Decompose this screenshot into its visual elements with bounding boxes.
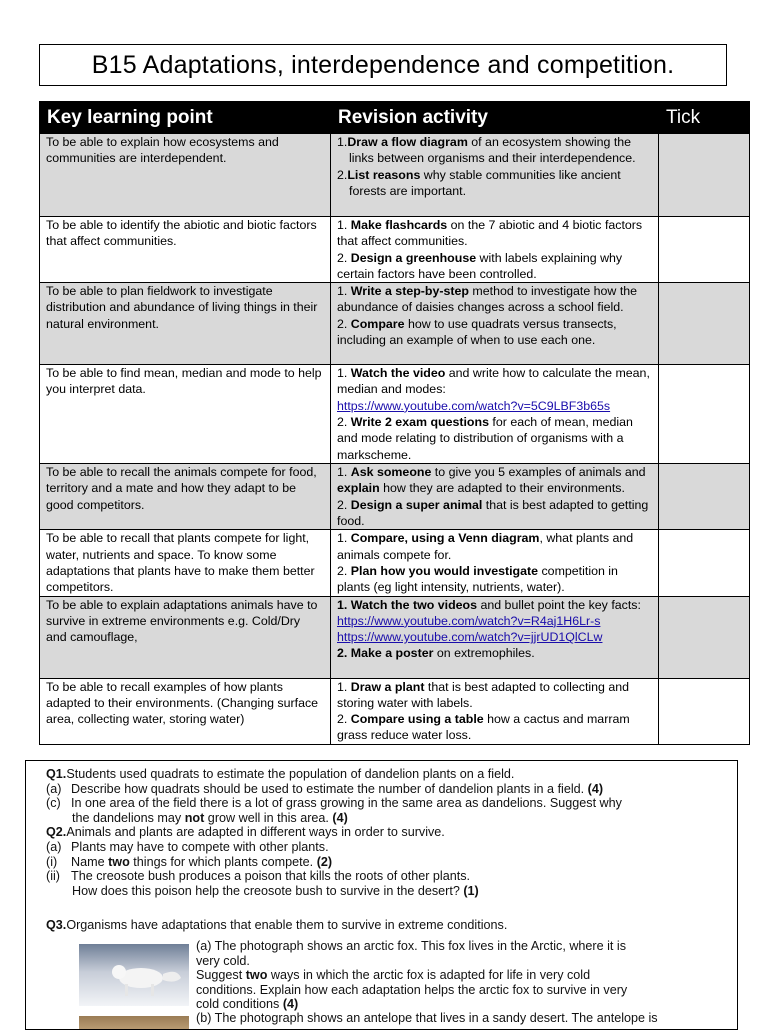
- bold-text: Make flashcards: [350, 218, 448, 232]
- bold-text: Ask someone: [350, 465, 432, 480]
- text-run: 1.: [337, 679, 351, 694]
- arctic-fox-photo: [79, 944, 189, 1006]
- bold-text: Write a step-by-step: [350, 284, 469, 299]
- text-run: to give you 5 examples of animals and: [431, 465, 646, 480]
- revision-activity-cell: [331, 464, 659, 530]
- activity-line: [337, 134, 652, 167]
- activity-line: [337, 414, 652, 463]
- q2-a-text: Plants may have to compete with other plants.: [71, 839, 329, 854]
- tick-cell[interactable]: [659, 217, 750, 283]
- q1-intro: [46, 767, 696, 782]
- video-link[interactable]: https://www.youtube.com/watch?v=5C9LBF3b65s: [337, 398, 611, 413]
- text-run: Describe how quadrats should be used to estimate the number of dandelion plants in a field.: [71, 781, 588, 796]
- key-learning-point-cell: To be able to explain how ecosystems and communities are interdependent.: [40, 134, 331, 217]
- revision-activity-cell: [331, 365, 659, 464]
- text-run: why stable communities like ancient forests are important.: [349, 167, 621, 198]
- text-run: of an ecosystem showing the links between organisms and their interdependence.: [349, 135, 636, 166]
- tick-cell[interactable]: [659, 530, 750, 596]
- header-revision-activity: Revision activity: [331, 102, 659, 134]
- table-row: [40, 217, 750, 283]
- text-run: 2.: [337, 712, 351, 727]
- activity-line: [337, 365, 652, 398]
- q1-c-text: In one area of the field there is a lot of grass growing in the same area as dandelions. Suggest why: [71, 796, 622, 811]
- revision-activity-cell: [331, 134, 659, 217]
- q1-part-a: [46, 782, 696, 797]
- text-run: and bullet point the key facts:: [477, 597, 641, 612]
- q3-a-line1: (a) The photograph shows an arctic fox. This fox lives in the Arctic, where it is: [196, 939, 627, 953]
- text-run: that is best adapted to collecting and storing water with labels.: [337, 679, 630, 710]
- text-run: ways in which the arctic fox is adapted for life in very cold: [267, 968, 591, 983]
- text-run: 1.: [337, 218, 351, 232]
- activity-line: [337, 563, 652, 596]
- tick-cell[interactable]: [659, 464, 750, 530]
- text-run: Name: [71, 854, 109, 869]
- q3-a-line2: very cold.: [196, 953, 250, 968]
- q1-part-c: [46, 796, 696, 811]
- text-run: that is best adapted to getting food.: [337, 497, 649, 529]
- activity-line: [337, 597, 652, 613]
- revision-activity-cell: [331, 530, 659, 596]
- q2-i-text: [71, 855, 332, 869]
- text-run: method to investigate how the abundance of daisies changes across a school field.: [337, 284, 638, 315]
- bold-text: 2. Make a poster: [337, 646, 434, 661]
- antelope-photo: [79, 1016, 189, 1030]
- bold-text: not: [184, 810, 205, 825]
- header-key-learning-point: Key learning point: [40, 102, 331, 134]
- video-link[interactable]: https://www.youtube.com/watch?v=jjrUD1QlCLw: [337, 630, 603, 645]
- bold-text: Plan how you would investigate: [350, 563, 539, 578]
- bold-text: (4): [282, 997, 299, 1012]
- q2-label-a: (a): [46, 839, 62, 854]
- activity-line: [337, 316, 652, 349]
- q3-a-line3: [196, 968, 676, 983]
- q3-part-a: [196, 939, 676, 1012]
- text-run: how to use quadrats versus transects, including an example of when to use each one.: [337, 316, 617, 348]
- text-run: for each of mean, median and mode relating to distribution of organisms with a markscheme.: [337, 415, 633, 462]
- q3-b-line1: (b) The photograph shows an antelope that lives in a sandy desert. The antelope is: [196, 1011, 658, 1025]
- table-header-row: [40, 102, 750, 134]
- revision-table: [39, 101, 750, 745]
- text-run: Organisms have adaptations that enable them to survive in extreme conditions.: [66, 918, 508, 933]
- text-run: 2.: [337, 316, 351, 331]
- q1-label-a: (a): [46, 781, 62, 796]
- bold-text: (4): [587, 781, 604, 796]
- bold-text: Design a greenhouse: [350, 250, 477, 265]
- text-run: how a cactus and marram grass reduce water loss.: [337, 712, 630, 743]
- video-link[interactable]: https://www.youtube.com/watch?v=R4aj1H6Lr-s: [337, 613, 601, 628]
- text-run: How does this poison help the creosote bush to survive in the desert?: [72, 883, 464, 898]
- text-run: Students used quadrats to estimate the population of dandelion plants on a field.: [66, 767, 515, 781]
- q2-ii-text: The creosote bush produces a poison that kills the roots of other plants.: [71, 869, 471, 884]
- activity-line: [337, 250, 652, 283]
- q3-intro: [46, 918, 696, 933]
- text-run: 1.: [337, 531, 351, 546]
- q2-part-a: [46, 840, 696, 855]
- text-run: 2.: [337, 497, 351, 512]
- bold-text: Watch the video: [350, 366, 446, 381]
- revision-activity-cell: [331, 283, 659, 365]
- bold-text: two: [108, 854, 130, 869]
- text-run: 1.: [337, 366, 351, 381]
- q2-label-i: (i): [46, 854, 58, 869]
- q2-part-ii-cont: [46, 884, 696, 899]
- activity-line: [337, 645, 652, 661]
- bold-text: Q2.: [46, 825, 67, 840]
- activity-line: [337, 711, 652, 744]
- key-learning-point-cell: To be able to recall the animals compete for food, territory and a mate and how they adapt to be good competitors.: [40, 464, 331, 530]
- text-run: Suggest: [196, 968, 246, 983]
- q1-label-c: (c): [46, 796, 61, 811]
- revision-activity-cell: [331, 596, 659, 678]
- text-run: on extremophiles.: [433, 646, 535, 661]
- bold-text: Compare: [350, 316, 405, 331]
- tick-cell[interactable]: [659, 678, 750, 744]
- tick-cell[interactable]: [659, 596, 750, 678]
- bold-text: 1. Watch the two videos: [337, 597, 477, 612]
- text-run: how they are adapted to their environments.: [379, 481, 625, 496]
- q1-a-text: [71, 782, 603, 796]
- bold-text: explain: [337, 481, 380, 496]
- q2-part-ii: [46, 869, 696, 884]
- tick-cell[interactable]: [659, 365, 750, 464]
- key-learning-point-cell: To be able to find mean, median and mode to help you interpret data.: [40, 365, 331, 464]
- table-row: [40, 530, 750, 596]
- table-row: [40, 134, 750, 217]
- page-title: B15 Adaptations, interdependence and competition.: [39, 44, 727, 86]
- text-run: and write how to calculate the mean, median and modes:: [337, 366, 650, 397]
- table-row: [40, 365, 750, 464]
- table-row: [40, 596, 750, 678]
- text-run: the dandelions may: [72, 810, 185, 825]
- revision-activity-cell: [331, 217, 659, 283]
- text-run: things for which plants compete.: [129, 854, 317, 869]
- text-run: 1.: [337, 135, 348, 149]
- text-run: with labels explaining why certain factors have been controlled.: [337, 250, 623, 281]
- text-run: 2.: [337, 167, 348, 182]
- text-run: Animals and plants are adapted in different ways in order to survive.: [66, 825, 445, 840]
- header-tick: Tick: [659, 102, 750, 134]
- activity-line: [337, 530, 652, 563]
- exam-questions-panel: [25, 760, 738, 1030]
- text-run: 2.: [337, 250, 351, 265]
- q1-part-c-cont: [46, 811, 696, 826]
- key-learning-point-cell: To be able to recall that plants compete for light, water, nutrients and space. To know some adaptations that plants have to make them better competitors.: [40, 530, 331, 596]
- q2-part-i: [46, 855, 696, 870]
- bold-text: Compare, using a Venn diagram: [350, 531, 540, 546]
- activity-line: [337, 167, 652, 200]
- bold-text: Draw a flow diagram: [347, 135, 468, 149]
- table-row: [40, 464, 750, 530]
- bold-text: (2): [316, 854, 333, 869]
- activity-line: [337, 464, 652, 497]
- text-run: cold conditions: [196, 997, 283, 1012]
- table-row: [40, 678, 750, 744]
- table-row: [40, 283, 750, 365]
- bold-text: Write 2 exam questions: [350, 415, 489, 430]
- bold-text: (4): [332, 810, 348, 825]
- revision-activity-cell: [331, 678, 659, 744]
- bold-text: Q3.: [46, 918, 67, 933]
- bold-text: Draw a plant: [350, 679, 425, 694]
- bold-text: Q1.: [46, 767, 67, 781]
- text-run: 1.: [337, 465, 351, 480]
- tick-cell[interactable]: [659, 283, 750, 365]
- activity-line: [337, 497, 652, 530]
- q3-a-line5: [196, 997, 676, 1012]
- tick-cell[interactable]: [659, 134, 750, 217]
- q2-label-ii: (ii): [46, 869, 60, 884]
- key-learning-point-cell: To be able to plan fieldwork to investigate distribution and abundance of living things in their natural environment.: [40, 283, 331, 365]
- q2-intro: [46, 825, 696, 840]
- text-run: competition in plants (eg light intensity, nutrients, water).: [337, 563, 618, 595]
- bold-text: (1): [463, 883, 479, 898]
- key-learning-point-cell: To be able to recall examples of how plants adapted to their environments. (Changing surface area, collecting water, storing water): [40, 678, 331, 744]
- bold-text: Design a super animal: [350, 497, 483, 512]
- key-learning-point-cell: To be able to identify the abiotic and biotic factors that affect communities.: [40, 217, 331, 283]
- text-run: , what plants and animals compete for.: [337, 531, 634, 562]
- text-run: 1.: [337, 284, 351, 299]
- bold-text: two: [245, 968, 268, 983]
- q3-part-b: [196, 1011, 676, 1026]
- q3-a-line4: conditions. Explain how each adaptation helps the arctic fox to survive in very: [196, 982, 628, 997]
- activity-line: [337, 217, 652, 250]
- activity-line: [337, 283, 652, 316]
- text-run: on the 7 abiotic and 4 biotic factors that affect communities.: [337, 218, 643, 249]
- text-run: 2.: [337, 563, 351, 578]
- activity-line: [337, 679, 652, 712]
- text-run: 2.: [337, 415, 351, 430]
- key-learning-point-cell: To be able to explain adaptations animals have to survive in extreme environments e.g. Cold/Dry and camouflage,: [40, 596, 331, 678]
- bold-text: Compare using a table: [350, 712, 484, 727]
- text-run: grow well in this area.: [204, 810, 333, 825]
- bold-text: List reasons: [347, 167, 421, 182]
